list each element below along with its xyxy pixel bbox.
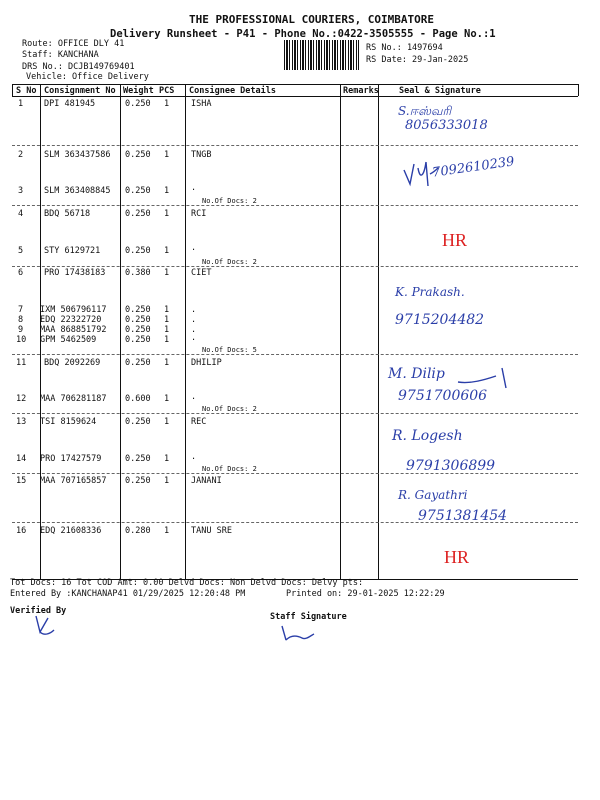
row-consignment: PRO 17438183 xyxy=(44,268,106,278)
row-consignment: MAA 707165857 xyxy=(40,476,107,486)
row-weight: 0.250 xyxy=(125,99,151,109)
signature-4-phone: 9715204482 xyxy=(395,312,485,328)
signature-6-phone: 9791306899 xyxy=(406,458,496,474)
row-consignment: BDQ 56718 xyxy=(44,209,91,219)
docs-count: No.Of Docs: 2 xyxy=(202,465,257,473)
printed-on: Printed on: 29-01-2025 12:22:29 xyxy=(286,589,445,599)
row-pcs: 1 xyxy=(164,526,170,536)
signature-6-name: R. Logesh xyxy=(392,428,463,444)
row-consignment: EDQ 21608336 xyxy=(40,526,102,536)
row-sno: 12 xyxy=(16,394,27,404)
row-sno: 3 xyxy=(18,186,24,196)
totals-line: Tot Docs: 16 Tot COD Amt: 0.00 Delvd Docs: Non Delvd Docs: Delvy pts: xyxy=(10,578,364,588)
row-consignee: JANANI xyxy=(191,476,222,486)
col-pcs: PCS xyxy=(159,86,175,96)
row-weight: 0.250 xyxy=(125,476,151,486)
row-sno: 9 xyxy=(18,325,24,335)
company-title: THE PROFESSIONAL COURIERS, COIMBATORE xyxy=(189,13,435,26)
row-pcs: 1 xyxy=(164,209,170,219)
signature-8-hr: HR xyxy=(444,547,470,567)
signature-3-hr: HR xyxy=(442,230,468,250)
row-consignment: GPM 5462509 xyxy=(40,335,97,345)
row-consignee: . xyxy=(191,315,197,325)
row-consignee: . xyxy=(191,333,197,343)
row-pcs: 1 xyxy=(164,335,170,345)
row-weight: 0.250 xyxy=(125,417,151,427)
row-consignment: BDQ 2092269 xyxy=(44,358,101,368)
row-consignment: SLM 363408845 xyxy=(44,186,111,196)
row-sno: 1 xyxy=(18,99,24,109)
signature-1-name: S.ஈஸ்வரி xyxy=(398,104,452,118)
row-consignment: DPI 481945 xyxy=(44,99,96,109)
row-consignee: . xyxy=(191,452,197,462)
staff-signature-label: Staff Signature xyxy=(270,612,347,622)
row-consignee: . xyxy=(191,183,197,193)
row-consignee: . xyxy=(191,325,197,335)
verified-by-label: Verified By xyxy=(10,606,67,616)
row-pcs: 1 xyxy=(164,454,170,464)
row-pcs: 1 xyxy=(164,99,170,109)
signature-1-phone: 8056333018 xyxy=(405,118,488,133)
row-consignment: EDQ 22322720 xyxy=(40,315,102,325)
staff-label: Staff: KANCHANA xyxy=(22,50,99,60)
row-consignee: . xyxy=(191,305,197,315)
col-weight: Weight xyxy=(123,86,154,96)
row-consignment: TSI 8159624 xyxy=(40,417,97,427)
staff-signature xyxy=(278,624,318,644)
row-sno: 5 xyxy=(18,246,24,256)
row-consignee: ISHA xyxy=(191,99,212,109)
docs-count: No.Of Docs: 2 xyxy=(202,197,257,205)
row-sno: 10 xyxy=(16,335,27,345)
row-pcs: 1 xyxy=(164,476,170,486)
row-consignment: MAA 868851792 xyxy=(40,325,107,335)
row-weight: 0.280 xyxy=(125,526,151,536)
row-weight: 0.250 xyxy=(125,305,151,315)
row-consignment: MAA 706281187 xyxy=(40,394,107,404)
row-consignment: IXM 506796117 xyxy=(40,305,107,315)
row-sno: 4 xyxy=(18,209,24,219)
row-weight: 0.600 xyxy=(125,394,151,404)
vehicle-label: Vehicle: Office Delivery xyxy=(26,72,149,82)
row-consignment: SLM 363437586 xyxy=(44,150,111,160)
signature-5-scribble xyxy=(456,366,516,390)
row-sno: 6 xyxy=(18,268,24,278)
row-consignment: STY 6129721 xyxy=(44,246,101,256)
row-sno: 8 xyxy=(18,315,24,325)
row-pcs: 1 xyxy=(164,358,170,368)
col-seal-signature: Seal & Signature xyxy=(399,86,481,96)
row-pcs: 1 xyxy=(164,417,170,427)
row-sno: 14 xyxy=(16,454,27,464)
col-consignment: Consignment No xyxy=(44,86,116,96)
row-weight: 0.250 xyxy=(125,358,151,368)
signature-4-name: K. Prakash. xyxy=(395,285,465,299)
docs-count: No.Of Docs: 2 xyxy=(202,405,257,413)
runsheet-subtitle: Delivery Runsheet - P41 - Phone No.:0422-3505555 - Page No.:1 xyxy=(110,28,496,40)
row-sno: 15 xyxy=(16,476,27,486)
row-weight: 0.250 xyxy=(125,335,151,345)
row-consignee: TNGB xyxy=(191,150,212,160)
verified-signature xyxy=(28,612,68,640)
row-sno: 11 xyxy=(16,358,27,368)
row-consignee: TANU SRE xyxy=(191,526,232,536)
row-pcs: 1 xyxy=(164,186,170,196)
row-pcs: 1 xyxy=(164,325,170,335)
row-pcs: 1 xyxy=(164,394,170,404)
row-weight: 0.250 xyxy=(125,454,151,464)
docs-count: No.Of Docs: 5 xyxy=(202,346,257,354)
col-consignee: Consignee Details xyxy=(189,86,276,96)
row-pcs: 1 xyxy=(164,246,170,256)
rs-number: RS No.: 1497694 xyxy=(366,43,443,53)
row-consignee: CIET xyxy=(191,268,212,278)
row-sno: 13 xyxy=(16,417,27,427)
row-weight: 0.380 xyxy=(125,268,151,278)
row-pcs: 1 xyxy=(164,305,170,315)
docs-count: No.Of Docs: 2 xyxy=(202,258,257,266)
col-remarks: Remarks xyxy=(343,86,379,96)
col-sno: S No xyxy=(16,86,37,96)
rs-date: RS Date: 29-Jan-2025 xyxy=(366,55,469,65)
row-weight: 0.250 xyxy=(125,325,151,335)
row-sno: 7 xyxy=(18,305,24,315)
row-pcs: 1 xyxy=(164,315,170,325)
signature-5-phone: 9751700606 xyxy=(398,388,488,404)
row-weight: 0.250 xyxy=(125,150,151,160)
row-pcs: 1 xyxy=(164,268,170,278)
signature-7-name: R. Gayathri xyxy=(398,488,468,502)
row-weight: 0.250 xyxy=(125,246,151,256)
signature-7-phone: 9751381454 xyxy=(418,508,508,524)
signature-5-name: M. Dilip xyxy=(388,366,445,382)
row-weight: 0.250 xyxy=(125,209,151,219)
row-consignment: PRO 17427579 xyxy=(40,454,102,464)
route-label: Route: OFFICE DLY 41 xyxy=(22,39,125,49)
row-weight: 0.250 xyxy=(125,186,151,196)
row-sno: 16 xyxy=(16,526,27,536)
entered-by: Entered By :KANCHANAP41 01/29/2025 12:20:48 PM xyxy=(10,589,246,599)
row-sno: 2 xyxy=(18,150,24,160)
row-consignee: . xyxy=(191,392,197,402)
row-pcs: 1 xyxy=(164,150,170,160)
row-consignee: . xyxy=(191,243,197,253)
drs-label: DRS No.: DCJB149769401 xyxy=(22,62,135,72)
row-consignee: RCI xyxy=(191,209,207,219)
row-weight: 0.250 xyxy=(125,315,151,325)
row-consignee: REC xyxy=(191,417,207,427)
barcode xyxy=(284,40,359,70)
signature-2-phone: 7092610239 xyxy=(431,154,516,181)
row-consignee: DHILIP xyxy=(191,358,222,368)
